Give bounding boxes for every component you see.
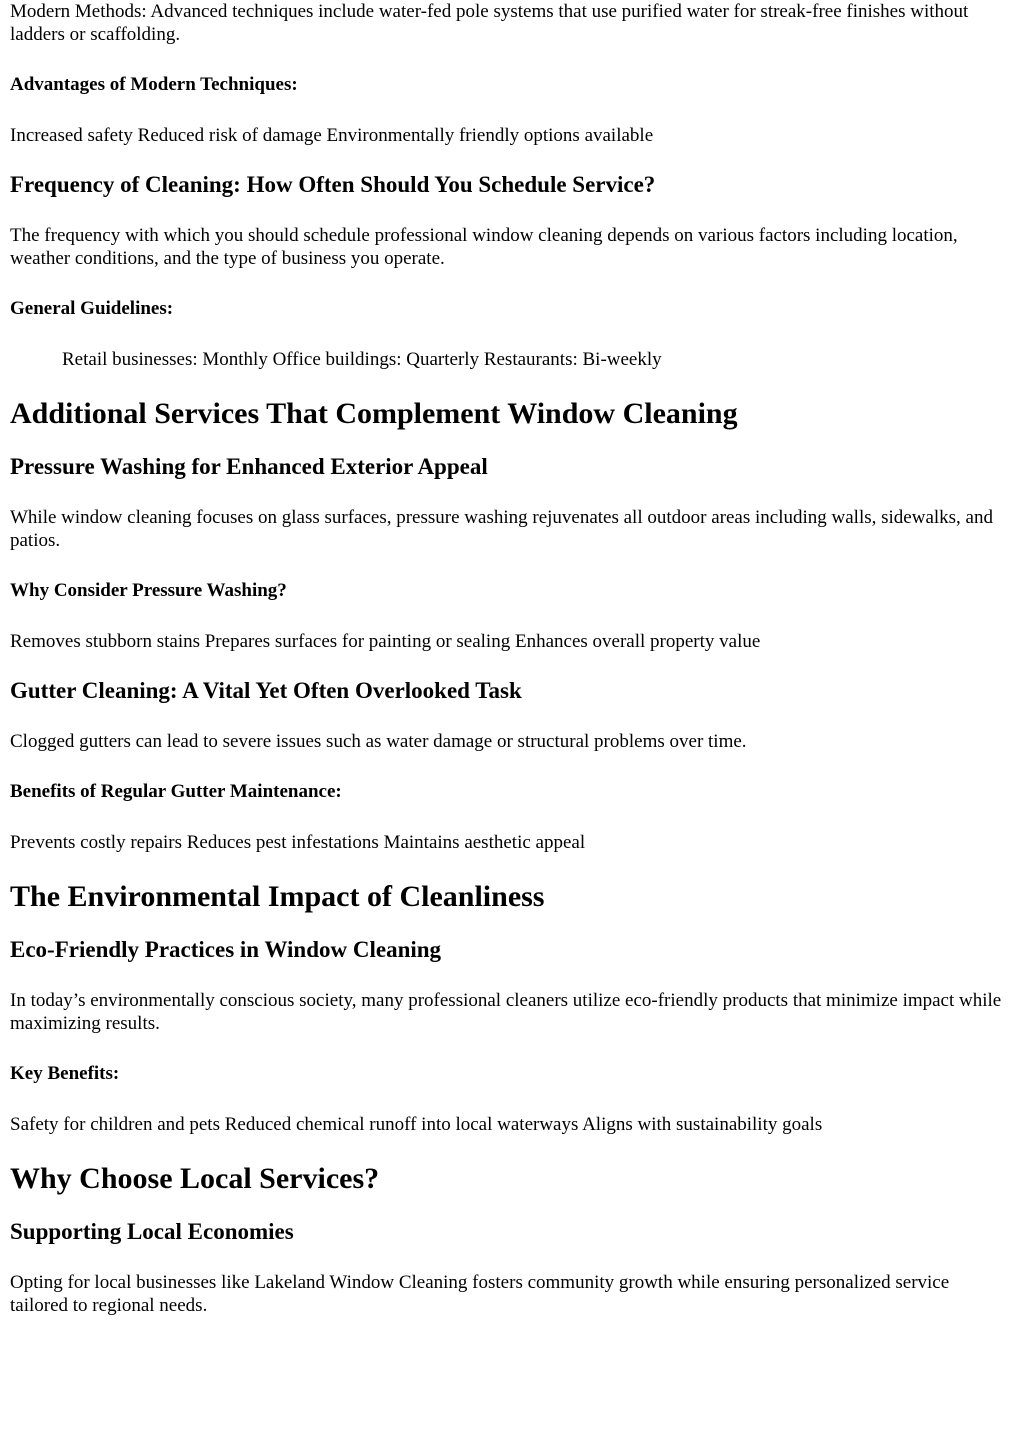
local-services-heading: Why Choose Local Services? xyxy=(10,1162,380,1195)
advantages-paragraph: Increased safety Reduced risk of damage Environmentally friendly options available xyxy=(10,125,654,146)
frequency-heading: Frequency of Cleaning: How Often Should You Schedule Service? xyxy=(10,172,656,197)
key-benefits-paragraph: Safety for children and pets Reduced chemical runoff into local waterways Aligns with sustainability goals xyxy=(10,1114,823,1135)
pressure-washing-heading: Pressure Washing for Enhanced Exterior Appeal xyxy=(10,454,488,479)
eco-friendly-heading: Eco-Friendly Practices in Window Cleaning xyxy=(10,937,442,962)
key-benefits-heading: Key Benefits: xyxy=(10,1063,120,1084)
guidelines-heading: General Guidelines: xyxy=(10,298,174,319)
modern-methods-paragraph: Modern Methods: Advanced techniques include water-fed pole systems that use purified water for streak-free finishes without ladders or scaffolding. xyxy=(10,1,969,45)
why-pressure-washing-paragraph: Removes stubborn stains Prepares surfaces for painting or sealing Enhances overall property value xyxy=(10,631,761,652)
eco-friendly-paragraph: In today’s environmentally conscious society, many professional cleaners utilize eco-friendly products that minimize impact while maximizing results. xyxy=(10,990,1002,1034)
guidelines-paragraph: Retail businesses: Monthly Office buildings: Quarterly Restaurants: Bi-weekly xyxy=(62,349,662,370)
supporting-local-paragraph: Opting for local businesses like Lakeland Window Cleaning fosters community growth while ensuring personalized service tailored to regional needs. xyxy=(10,1272,950,1316)
advantages-heading: Advantages of Modern Techniques: xyxy=(10,74,298,95)
environmental-impact-heading: The Environmental Impact of Cleanliness xyxy=(10,880,545,913)
gutter-benefits-heading: Benefits of Regular Gutter Maintenance: xyxy=(10,781,342,802)
gutter-benefits-paragraph: Prevents costly repairs Reduces pest infestations Maintains aesthetic appeal xyxy=(10,832,586,853)
frequency-paragraph: The frequency with which you should schedule professional window cleaning depends on various factors including location, weather conditions, and the type of business you operate. xyxy=(10,225,958,269)
supporting-local-heading: Supporting Local Economies xyxy=(10,1219,294,1244)
pressure-washing-paragraph: While window cleaning focuses on glass surfaces, pressure washing rejuvenates all outdoor areas including walls, sidewalks, and patios. xyxy=(10,507,993,551)
why-pressure-washing-heading: Why Consider Pressure Washing? xyxy=(10,580,287,601)
gutter-cleaning-heading: Gutter Cleaning: A Vital Yet Often Overlooked Task xyxy=(10,678,522,703)
additional-services-heading: Additional Services That Complement Window Cleaning xyxy=(10,397,738,430)
gutter-cleaning-paragraph: Clogged gutters can lead to severe issues such as water damage or structural problems over time. xyxy=(10,731,747,752)
